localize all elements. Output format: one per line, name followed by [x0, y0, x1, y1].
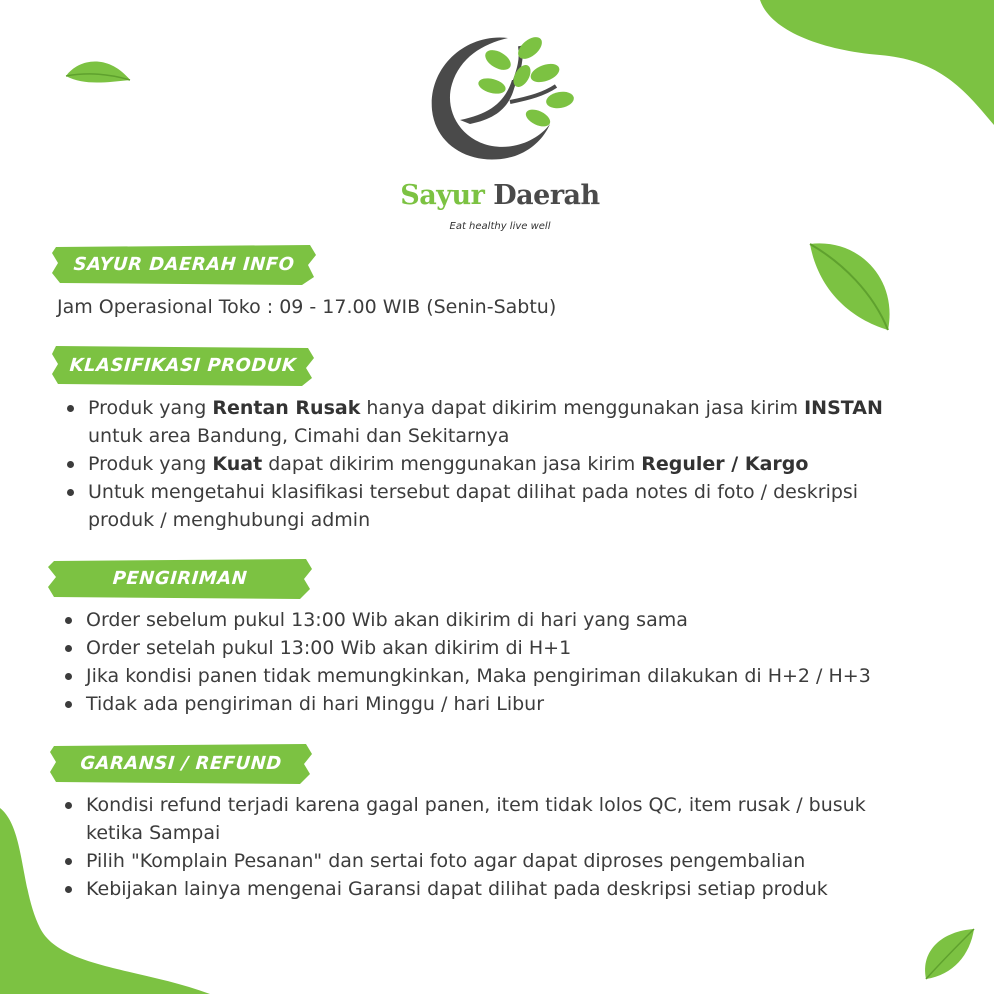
- brand-name-part2: Daerah: [493, 180, 600, 211]
- leaf-icon: [918, 925, 976, 983]
- section-banner-pengiriman: [48, 557, 312, 601]
- list-item: Order sebelum pukul 13:00 Wib akan dikirim di hari yang sama: [56, 606, 956, 634]
- section-banner-garansi: [50, 742, 312, 786]
- brand-name: [380, 180, 620, 211]
- section-title-info: SAYUR DAERAH INFO: [72, 254, 296, 275]
- section-banner-klasifikasi: [52, 344, 314, 388]
- brand-tagline: Eat healthy live well: [449, 221, 551, 232]
- list-item: Produk yang Kuat dapat dikirim menggunakan jasa kirim Reguler / Kargo: [58, 450, 958, 478]
- top-right-blob: [750, 0, 994, 130]
- list-item: Order setelah pukul 13:00 Wib akan dikirim di H+1: [56, 634, 956, 662]
- tree-logo-icon: [420, 28, 580, 178]
- section-title-garansi: GARANSI / REFUND: [79, 753, 283, 774]
- list-item: Jika kondisi panen tidak memungkinkan, Maka pengiriman dilakukan di H+2 / H+3: [56, 662, 956, 690]
- brand-logo: [380, 28, 620, 232]
- operating-hours: Jam Operasional Toko : 09 - 17.00 WIB (Senin-Sabtu): [57, 296, 557, 318]
- garansi-list: [56, 791, 956, 903]
- leaf-icon: [808, 238, 898, 333]
- pengiriman-list: [56, 606, 956, 718]
- list-item: Pilih "Komplain Pesanan" dan sertai foto agar dapat diproses pengembalian: [56, 847, 956, 875]
- leaf-icon: [64, 56, 134, 88]
- list-item: Kebijakan lainya mengenai Garansi dapat dilihat pada deskripsi setiap produk: [56, 875, 956, 903]
- list-item: Kondisi refund terjadi karena gagal panen, item tidak lolos QC, item rusak / busuk ketika Sampai: [56, 791, 956, 847]
- section-banner-info: [52, 243, 316, 287]
- list-item: Produk yang Rentan Rusak hanya dapat dikirim menggunakan jasa kirim INSTAN untuk area Bandung, Cimahi dan Sekitarnya: [58, 394, 958, 450]
- section-title-pengiriman: PENGIRIMAN: [112, 568, 249, 589]
- brand-name-part1: Sayur: [400, 180, 485, 211]
- klasifikasi-list: [58, 394, 958, 534]
- section-title-klasifikasi: KLASIFIKASI PRODUK: [68, 355, 298, 376]
- list-item: Untuk mengetahui klasifikasi tersebut dapat dilihat pada notes di foto / deskripsi produk / menghubungi admin: [58, 478, 958, 534]
- list-item: Tidak ada pengiriman di hari Minggu / hari Libur: [56, 690, 956, 718]
